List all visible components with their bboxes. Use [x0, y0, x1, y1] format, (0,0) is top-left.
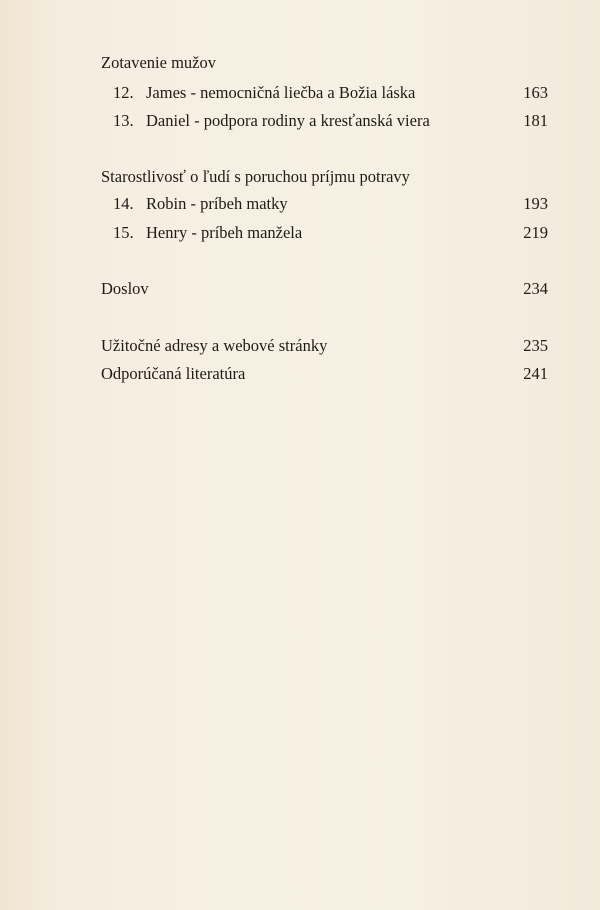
toc-entry-afterword: [101, 279, 548, 299]
page-number: 181: [523, 111, 548, 130]
page-number: 193: [523, 194, 548, 213]
entry-title: Odporúčaná literatúra: [101, 364, 246, 383]
toc-entry: [101, 83, 548, 103]
page-number: 163: [523, 83, 548, 102]
chapter-title: James - nemocničná liečba a Božia láska: [146, 83, 416, 102]
chapter-number: 13.: [113, 111, 134, 130]
chapter-number: 15.: [113, 223, 134, 242]
entry-title: Doslov: [101, 279, 149, 298]
toc-entry-literature: [101, 364, 548, 384]
page-number: 241: [523, 364, 548, 383]
toc-entry: [101, 111, 548, 131]
chapter-number: 12.: [113, 83, 134, 102]
page-number: 219: [523, 223, 548, 242]
entry-title: Užitočné adresy a webové stránky: [101, 336, 328, 355]
section-heading-men-recovery: Zotavenie mužov: [101, 53, 217, 72]
toc-entry-addresses: [101, 336, 548, 356]
page-number: 234: [523, 279, 548, 298]
chapter-title: Henry - príbeh manžela: [146, 223, 303, 242]
chapter-title: Robin - príbeh matky: [146, 194, 288, 213]
page-number: 235: [523, 336, 548, 355]
chapter-number: 14.: [113, 194, 134, 213]
toc-entry: [101, 223, 548, 243]
chapter-title: Daniel - podpora rodiny a kresťanská viera: [146, 111, 430, 130]
section-heading-eating-disorder-care: Starostlivosť o ľudí s poruchou príjmu potravy: [101, 167, 410, 186]
toc-entry: [101, 194, 548, 214]
